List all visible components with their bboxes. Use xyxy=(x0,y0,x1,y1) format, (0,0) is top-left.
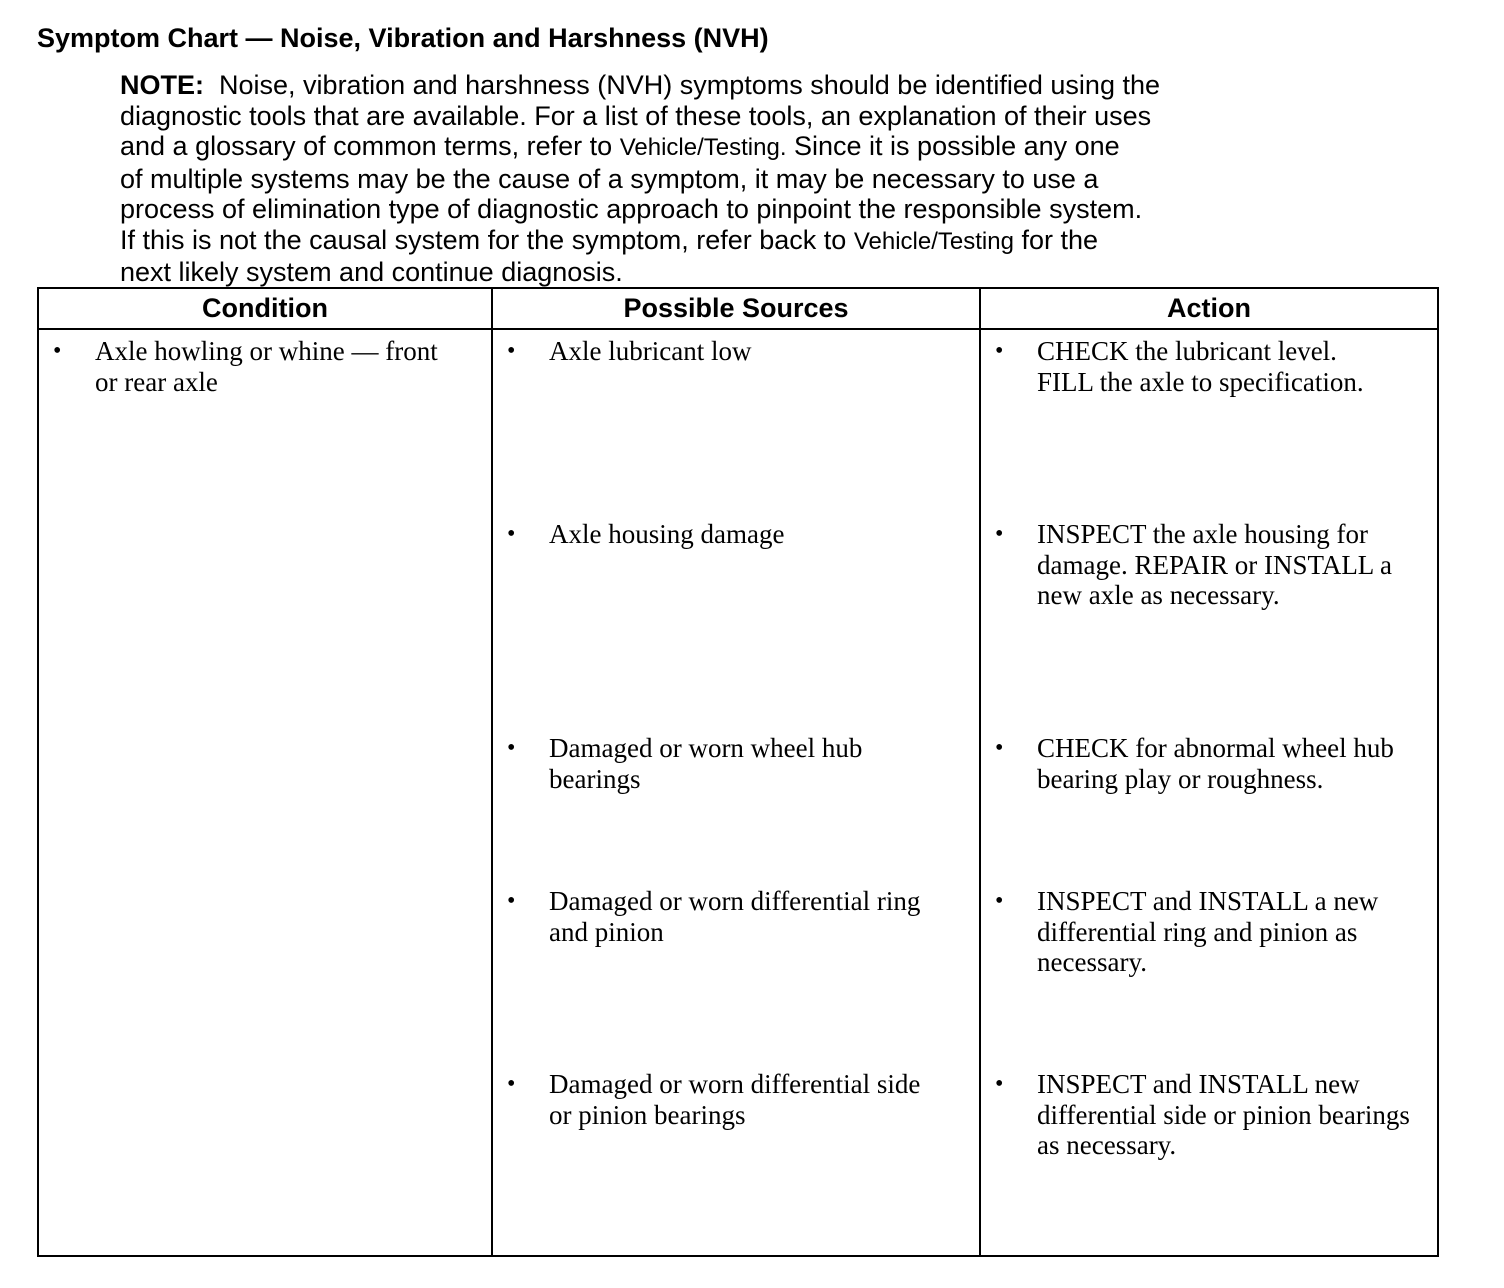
vehicle-testing-reference: Vehicle/Testing xyxy=(853,227,1014,255)
note-text-1: Noise, vibration and harshness (NVH) symptoms should be identified using the xyxy=(219,70,1160,100)
vehicle-testing-reference: Vehicle/Testing. xyxy=(619,134,787,161)
note-text-6a: If this is not the causal system for the symptom, refer back to xyxy=(120,224,847,255)
bullet: • xyxy=(995,1071,1004,1097)
note-line-5: process of elimination type of diagnostic approach to pinpoint the responsible system. xyxy=(120,194,1143,224)
action-text: INSPECT the axle housing for damage. REPAIR or INSTALL a new axle as necessary. xyxy=(1037,519,1393,610)
bullet: • xyxy=(995,521,1004,547)
bullet: • xyxy=(53,338,62,364)
symptom-table xyxy=(37,287,1439,1257)
action-cell xyxy=(980,329,1438,1256)
note-label: NOTE: xyxy=(120,70,204,100)
bullet: • xyxy=(507,735,516,761)
header-action: Action xyxy=(980,288,1438,329)
source-text: Axle housing damage xyxy=(549,519,785,549)
header-possible-sources: Possible Sources xyxy=(492,288,980,329)
page-title: Symptom Chart — Noise, Vibration and Harshness (NVH) xyxy=(37,23,769,53)
bullet: • xyxy=(507,338,516,364)
source-text: Damaged or worn differential ring and pinion xyxy=(549,886,921,947)
action-text: CHECK for abnormal wheel hub bearing play or roughness. xyxy=(1037,733,1394,794)
action-text: CHECK the lubricant level. FILL the axle to specification. xyxy=(1037,336,1364,397)
note-text-6b: for the xyxy=(1021,224,1098,255)
note-paragraph xyxy=(120,70,1350,288)
note-line-7: next likely system and continue diagnosis. xyxy=(120,257,623,287)
bullet: • xyxy=(507,888,516,914)
table-row xyxy=(38,329,1438,1256)
bullet: • xyxy=(995,338,1004,364)
bullet: • xyxy=(507,1071,516,1097)
note-line-4: of multiple systems may be the cause of a symptom, it may be necessary to use a xyxy=(120,163,1099,194)
bullet: • xyxy=(995,735,1004,761)
bullet: • xyxy=(507,521,516,547)
note-line-3 xyxy=(120,131,1350,164)
note-text-3b: Since it is possible any one xyxy=(794,131,1120,161)
condition-text: Axle howling or whine — front or rear axle xyxy=(95,336,438,397)
note-line-1 xyxy=(120,70,1350,101)
note-line-6 xyxy=(120,225,1350,258)
source-text: Axle lubricant low xyxy=(549,336,752,366)
condition-cell xyxy=(38,329,492,1256)
action-text: INSPECT and INSTALL a new differential ring and pinion as necessary. xyxy=(1037,886,1379,977)
source-text: Damaged or worn wheel hub bearings xyxy=(549,733,863,794)
note-text-3a: and a glossary of common terms, refer to xyxy=(120,131,613,161)
action-text: INSPECT and INSTALL new differential side or pinion bearings as necessary. xyxy=(1037,1069,1410,1160)
header-condition: Condition xyxy=(38,288,492,329)
possible-sources-cell xyxy=(492,329,980,1256)
bullet: • xyxy=(995,888,1004,914)
table-header-row xyxy=(38,288,1438,329)
note-line-2: diagnostic tools that are available. For a list of these tools, an explanation of their uses xyxy=(120,100,1152,131)
source-text: Damaged or worn differential side or pinion bearings xyxy=(549,1069,921,1130)
